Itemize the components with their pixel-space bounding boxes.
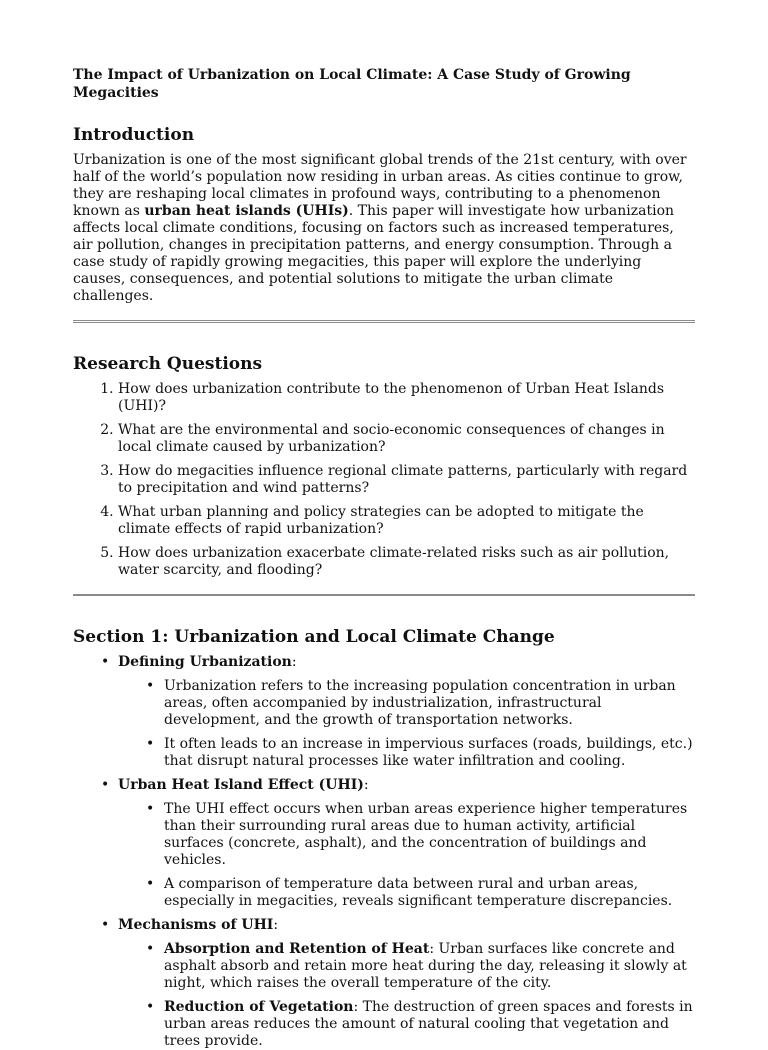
topic-label: Defining Urbanization [118,654,292,670]
section-divider [73,320,695,323]
topic-label: Mechanisms of UHI [118,917,274,933]
topic-item [118,917,695,1050]
document-title: The Impact of Urbanization on Local Climate: A Case Study of Growing Megacities [73,67,631,101]
research-question-item: 1. How does urbanization contribute to the phenomenon of Urban Heat Islands (UHI)? [118,381,695,415]
mechanism-text: : Urban surfaces like concrete and asphalt absorb and retain more heat during the day, releasing it slowly at night, which raises the overall temperature of the city. [164,941,687,991]
topic-point-list [118,801,695,910]
topic-point: • A comparison of temperature data between rural and urban areas, especially in megacities, reveals significant temperature discrepancies. [164,876,695,910]
topic-point-list [118,941,695,1050]
topic-suffix: : [363,777,369,793]
research-question-item: 5. How does urbanization exacerbate climate-related risks such as air pollution, water scarcity, and flooding? [118,545,695,579]
research-questions-heading: Research Questions [73,354,263,374]
mechanism-term: Reduction of Vegetation [164,999,354,1015]
mechanism-point [164,941,695,992]
introduction-text-after: . This paper will investigate how urbanization affects local climate conditions, focusing on factors such as increased temperatures, air pollution, changes in precipitation patterns, and energy consumption. Through a case study of rapidly growing megacities, this paper will explore the underlying causes, consequences, and potential solutions to mitigate the urban climate challenges. [73,203,675,304]
introduction-text-before: Urbanization is one of the most significant global trends of the 21st century, with over half of the world’s population now residing in urban areas. As cities continue to grow, they are reshaping local climates in profound ways, contributing to a phenomenon known as [73,152,687,219]
mechanism-point [164,999,695,1050]
introduction-bold-term: urban heat islands (UHIs) [144,203,349,219]
topic-label: Urban Heat Island Effect (UHI) [118,777,364,793]
research-questions-list [73,381,695,579]
topic-point-list [118,678,695,770]
research-question-item: 3. How do megacities influence regional climate patterns, particularly with regard to precipitation and wind patterns? [118,463,695,497]
topic-point: • The UHI effect occurs when urban areas experience higher temperatures than their surrounding rural areas due to human activity, artificial surfaces (concrete, asphalt), and the concentration of buildings and vehicles. [164,801,695,869]
mechanism-text: : The destruction of green spaces and forests in urban areas reduces the amount of natural cooling that vegetation and trees provide. [164,999,693,1049]
introduction-paragraph [73,152,695,305]
section1-topic-list [73,654,695,1050]
topic-point: • Urbanization refers to the increasing population concentration in urban areas, often accompanied by industrialization, infrastructural development, and the growth of transportation networks. [164,678,695,729]
topic-item [118,777,695,910]
topic-item [118,654,695,770]
research-question-item: 4. What urban planning and policy strategies can be adopted to mitigate the climate effects of rapid urbanization? [118,504,695,538]
mechanism-term: Absorption and Retention of Heat [164,941,430,957]
topic-suffix: : [291,654,297,670]
research-question-item: 2. What are the environmental and socio-economic consequences of changes in local climate caused by urbanization? [118,422,695,456]
section-divider [73,594,695,596]
topic-point: • It often leads to an increase in impervious surfaces (roads, buildings, etc.) that disrupt natural processes like water infiltration and cooling. [164,736,695,770]
topic-suffix: : [273,917,279,933]
introduction-heading: Introduction [73,125,195,145]
section1-heading: Section 1: Urbanization and Local Climate Change [73,627,555,647]
